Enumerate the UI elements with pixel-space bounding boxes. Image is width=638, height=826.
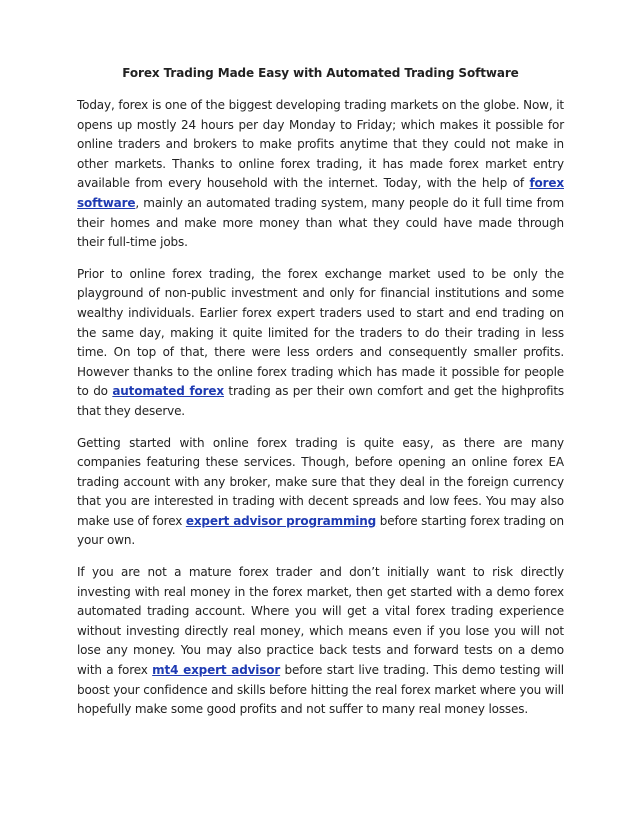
paragraph-1-text-b: , mainly an automated trading system, many people do it full time from their homes and make more money than what they could have made through their full-time jobs. (77, 195, 564, 250)
paragraph-1 (77, 96, 564, 253)
paragraph-3 (77, 434, 564, 552)
paragraph-2-text-a: Prior to online forex trading, the forex exchange market used to be only the playground of non-public investment and only for financial institutions and some wealthy individuals. Earlier forex expert traders used to start and end trading on the same day, making it quite limited for the traders to do their trading in less time. On top of that, there were less orders and consequently smaller profits. However thanks to the online forex trading which has made it possible for people to do (77, 266, 564, 399)
mt4-expert-advisor-link[interactable]: mt4 expert advisor (152, 663, 281, 678)
paragraph-4-text-a: If you are not a mature forex trader and don’t initially want to risk directly investing with real money in the forex market, then get started with a demo forex automated trading account. Where you will get a vital forex trading experience without investing directly real money, which means even if you lose you will not lose any money. You may also practice back tests and forward tests on a demo with a forex (77, 565, 564, 678)
paragraph-2-text-b: trading as per their own comfort and get the highprofits that they deserve. (77, 384, 564, 418)
expert-advisor-programming-link[interactable]: expert advisor programming (185, 513, 377, 528)
forex-software-link[interactable]: forex software (77, 176, 564, 210)
automated-forex-link[interactable]: automated forex (112, 384, 224, 399)
paragraph-3-text-a: Getting started with online forex trading is quite easy, as there are many companies featuring these services. Though, before opening an online forex EA trading account with any broker, make sure that they deal in the foreign currency that you are interested in trading with decent spreads and low fees. You may also make use of forex (77, 435, 564, 528)
document-title: Forex Trading Made Easy with Automated Trading Software (122, 66, 519, 80)
paragraph-2 (77, 265, 564, 422)
paragraph-4 (77, 563, 564, 720)
paragraph-1-text-a: Today, forex is one of the biggest developing trading markets on the globe. Now, it opens up mostly 24 hours per day Monday to Friday; which makes it possible for online traders and brokers to make profits anytime that they could not make in other markets. Thanks to online forex trading, it has made forex market entry available from every household with the internet. Today, with the help of (77, 98, 564, 191)
paragraph-3-text-b: before starting forex trading on your own. (77, 513, 564, 548)
paragraph-4-text-b: before start live trading. This demo testing will boost your confidence and skills before hitting the real forex market where you will hopefully make some good profits and not suffer to many real money losses. (77, 663, 564, 717)
